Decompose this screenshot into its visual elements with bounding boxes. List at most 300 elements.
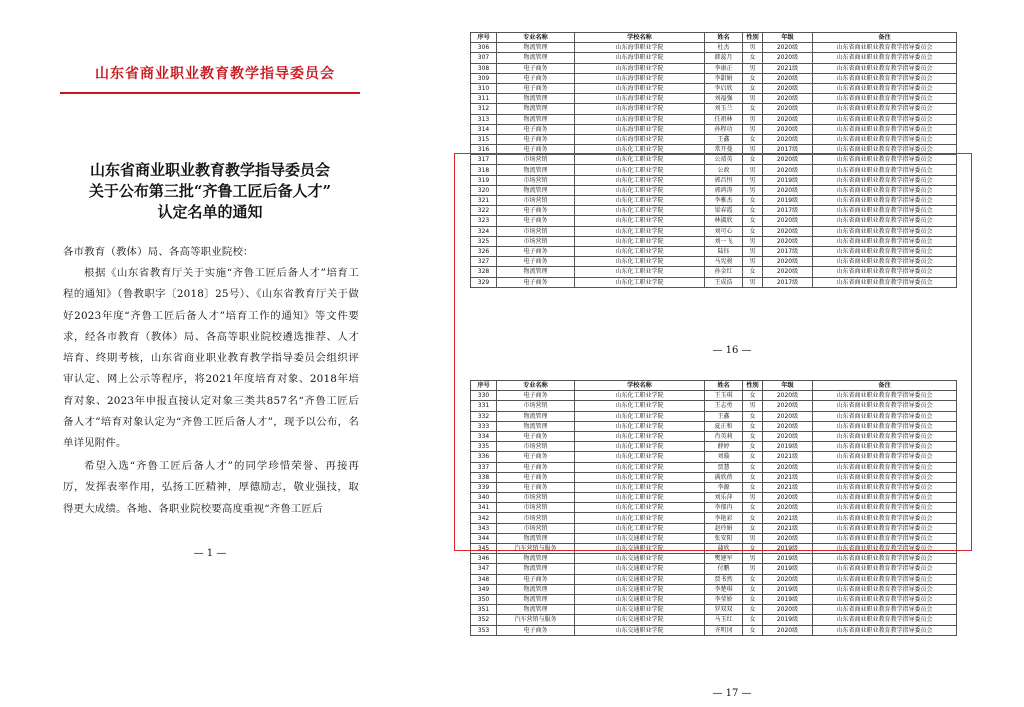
cell-school: 山东化工职业学院 — [575, 421, 705, 431]
col-header-gender: 性别 — [743, 33, 763, 43]
table-row — [471, 277, 957, 287]
cell-major: 电子商务 — [497, 574, 575, 584]
table-row — [471, 523, 957, 533]
cell-name: 公靖英 — [705, 155, 743, 165]
cell-grade: 2021级 — [763, 513, 813, 523]
cell-school: 山东海事职业学院 — [575, 73, 705, 83]
cell-name: 赵玲娟 — [705, 523, 743, 533]
cell-name: 王成浩 — [705, 277, 743, 287]
cell-major: 汽车营销与服务 — [497, 544, 575, 554]
cell-grade: 2020级 — [763, 185, 813, 195]
cell-gender: 女 — [743, 605, 763, 615]
cell-remark: 山东省商业职业教育教学指导委员会 — [813, 43, 957, 53]
cell-name: 李启欣 — [705, 83, 743, 93]
col-header-major: 专业名称 — [497, 381, 575, 391]
cell-school: 山东海事职业学院 — [575, 63, 705, 73]
cell-gender: 女 — [743, 452, 763, 462]
cell-gender: 男 — [743, 43, 763, 53]
cell-no: 326 — [471, 246, 497, 256]
cell-school: 山东化工职业学院 — [575, 462, 705, 472]
cell-name: 齐明冈 — [705, 625, 743, 635]
cell-name: 陆钰 — [705, 246, 743, 256]
cell-name: 刘玉兰 — [705, 104, 743, 114]
cell-grade: 2020级 — [763, 114, 813, 124]
table-header-row — [471, 33, 957, 43]
cell-gender: 女 — [743, 155, 763, 165]
cell-major: 电子商务 — [497, 216, 575, 226]
cell-grade: 2020级 — [763, 236, 813, 246]
cell-remark: 山东省商业职业教育教学指导委员会 — [813, 83, 957, 93]
cell-major: 物流管理 — [497, 53, 575, 63]
cell-school: 山东海事职业学院 — [575, 94, 705, 104]
cell-school: 山东化工职业学院 — [575, 411, 705, 421]
cell-no: 339 — [471, 482, 497, 492]
cell-gender: 男 — [743, 63, 763, 73]
cell-no: 351 — [471, 605, 497, 615]
cell-school: 山东交通职业学院 — [575, 544, 705, 554]
cell-school: 山东交通职业学院 — [575, 564, 705, 574]
cell-school: 山东海事职业学院 — [575, 104, 705, 114]
table-row — [471, 175, 957, 185]
cell-major: 电子商务 — [497, 625, 575, 635]
table-row — [471, 236, 957, 246]
cell-remark: 山东省商业职业教育教学指导委员会 — [813, 175, 957, 185]
table-row — [471, 53, 957, 63]
title-line-3: 认定名单的通知 — [157, 203, 263, 221]
cell-gender: 男 — [743, 554, 763, 564]
cell-major: 市场营销 — [497, 401, 575, 411]
cell-school: 山东交通职业学院 — [575, 594, 705, 604]
cell-remark: 山东省商业职业教育教学指导委员会 — [813, 411, 957, 421]
cell-school: 山东化工职业学院 — [575, 267, 705, 277]
cell-gender: 女 — [743, 134, 763, 144]
cell-gender: 女 — [743, 523, 763, 533]
cell-remark: 山东省商业职业教育教学指导委员会 — [813, 431, 957, 441]
table-row — [471, 114, 957, 124]
cell-no: 317 — [471, 155, 497, 165]
table-row — [471, 196, 957, 206]
cell-grade: 2020级 — [763, 411, 813, 421]
cell-grade: 2020级 — [763, 503, 813, 513]
cell-remark: 山东省商业职业教育教学指导委员会 — [813, 493, 957, 503]
table-row — [471, 584, 957, 594]
cell-name: 付鹏 — [705, 564, 743, 574]
table-row — [471, 462, 957, 472]
cell-no: 322 — [471, 206, 497, 216]
cell-remark: 山东省商业职业教育教学指导委员会 — [813, 391, 957, 401]
cell-name: 李艳彩 — [705, 513, 743, 523]
cell-grade: 2019级 — [763, 544, 813, 554]
cell-school: 山东化工职业学院 — [575, 452, 705, 462]
table-row — [471, 625, 957, 635]
cell-school: 山东化工职业学院 — [575, 175, 705, 185]
cell-name: 郭昌恒 — [705, 175, 743, 185]
cell-no: 307 — [471, 53, 497, 63]
cell-no: 328 — [471, 267, 497, 277]
cell-grade: 2020级 — [763, 605, 813, 615]
cell-major: 市场营销 — [497, 226, 575, 236]
cell-remark: 山东省商业职业教育教学指导委员会 — [813, 472, 957, 482]
page-number-16: — 16 — — [712, 345, 752, 356]
cell-gender: 女 — [743, 267, 763, 277]
col-header-remark: 备注 — [813, 381, 957, 391]
cell-remark: 山东省商业职业教育教学指导委员会 — [813, 277, 957, 287]
cell-name: 郭鸿涛 — [705, 185, 743, 195]
table-row — [471, 206, 957, 216]
cell-remark: 山东省商业职业教育教学指导委员会 — [813, 452, 957, 462]
cell-name: 满欣蓓 — [705, 472, 743, 482]
cell-remark: 山东省商业职业教育教学指导委员会 — [813, 421, 957, 431]
cell-school: 山东化工职业学院 — [575, 391, 705, 401]
cell-remark: 山东省商业职业教育教学指导委员会 — [813, 513, 957, 523]
cell-grade: 2019级 — [763, 615, 813, 625]
cell-remark: 山东省商业职业教育教学指导委员会 — [813, 246, 957, 256]
cell-major: 物流管理 — [497, 564, 575, 574]
cell-name: 张安阳 — [705, 533, 743, 543]
cell-no: 337 — [471, 462, 497, 472]
cell-name: 李莹娇 — [705, 594, 743, 604]
cell-grade: 2020级 — [763, 124, 813, 134]
salutation: 各市教育（教体）局、各高等职业院校： — [63, 246, 254, 258]
table-header-row — [471, 381, 957, 391]
cell-no: 334 — [471, 431, 497, 441]
cell-grade: 2020级 — [763, 401, 813, 411]
col-header-school: 学校名称 — [575, 33, 705, 43]
cell-no: 323 — [471, 216, 497, 226]
cell-grade: 2020级 — [763, 431, 813, 441]
cell-grade: 2020级 — [763, 83, 813, 93]
cell-major: 电子商务 — [497, 246, 575, 256]
cell-major: 市场营销 — [497, 175, 575, 185]
cell-gender: 男 — [743, 145, 763, 155]
cell-name: 蒲欣 — [705, 544, 743, 554]
cell-gender: 女 — [743, 503, 763, 513]
cell-gender: 女 — [743, 544, 763, 554]
cell-no: 321 — [471, 196, 497, 206]
cell-remark: 山东省商业职业教育教学指导委员会 — [813, 206, 957, 216]
cell-school: 山东交通职业学院 — [575, 574, 705, 584]
cell-grade: 2020级 — [763, 257, 813, 267]
cell-no: 345 — [471, 544, 497, 554]
cell-gender: 男 — [743, 236, 763, 246]
cell-remark: 山东省商业职业教育教学指导委员会 — [813, 196, 957, 206]
cell-school: 山东海事职业学院 — [575, 43, 705, 53]
cell-school: 山东化工职业学院 — [575, 503, 705, 513]
cell-gender: 男 — [743, 533, 763, 543]
roster-table-page-17 — [470, 380, 957, 636]
cell-gender: 女 — [743, 442, 763, 452]
cell-school: 山东化工职业学院 — [575, 277, 705, 287]
cell-gender: 女 — [743, 83, 763, 93]
cell-grade: 2020级 — [763, 43, 813, 53]
cell-major: 电子商务 — [497, 472, 575, 482]
cell-remark: 山东省商业职业教育教学指导委员会 — [813, 165, 957, 175]
cell-remark: 山东省商业职业教育教学指导委员会 — [813, 503, 957, 513]
cell-major: 电子商务 — [497, 63, 575, 73]
roster-table-page-16 — [470, 32, 957, 288]
cell-no: 313 — [471, 114, 497, 124]
cell-school: 山东化工职业学院 — [575, 493, 705, 503]
cell-grade: 2020级 — [763, 462, 813, 472]
cell-school: 山东化工职业学院 — [575, 257, 705, 267]
cell-no: 308 — [471, 63, 497, 73]
cell-no: 324 — [471, 226, 497, 236]
cell-grade: 2021级 — [763, 482, 813, 492]
table-row — [471, 391, 957, 401]
cell-grade: 2021级 — [763, 452, 813, 462]
cell-gender: 女 — [743, 196, 763, 206]
cell-grade: 2020级 — [763, 73, 813, 83]
cell-remark: 山东省商业职业教育教学指导委员会 — [813, 523, 957, 533]
col-header-gender: 性别 — [743, 381, 763, 391]
table-row — [471, 605, 957, 615]
cell-major: 电子商务 — [497, 145, 575, 155]
cell-remark: 山东省商业职业教育教学指导委员会 — [813, 533, 957, 543]
cell-school: 山东化工职业学院 — [575, 442, 705, 452]
page-number-17: — 17 — — [712, 688, 752, 699]
cell-major: 电子商务 — [497, 83, 575, 93]
table-row — [471, 43, 957, 53]
cell-no: 306 — [471, 43, 497, 53]
cell-name: 李楚琪 — [705, 584, 743, 594]
cell-no: 329 — [471, 277, 497, 287]
cell-gender: 男 — [743, 94, 763, 104]
cell-school: 山东交通职业学院 — [575, 554, 705, 564]
cell-no: 327 — [471, 257, 497, 267]
cell-school: 山东化工职业学院 — [575, 196, 705, 206]
cell-no: 336 — [471, 452, 497, 462]
cell-remark: 山东省商业职业教育教学指导委员会 — [813, 594, 957, 604]
cell-name: 薛婷 — [705, 442, 743, 452]
cell-name: 王志勇 — [705, 401, 743, 411]
cell-grade: 2017级 — [763, 145, 813, 155]
table-row — [471, 226, 957, 236]
cell-major: 电子商务 — [497, 452, 575, 462]
cell-no: 316 — [471, 145, 497, 155]
table-row — [471, 544, 957, 554]
cell-school: 山东海事职业学院 — [575, 83, 705, 93]
cell-gender: 男 — [743, 277, 763, 287]
cell-name: 孙金红 — [705, 267, 743, 277]
cell-school: 山东化工职业学院 — [575, 246, 705, 256]
cell-school: 山东化工职业学院 — [575, 145, 705, 155]
cell-no: 349 — [471, 584, 497, 594]
cell-remark: 山东省商业职业教育教学指导委员会 — [813, 63, 957, 73]
cell-gender: 女 — [743, 594, 763, 604]
cell-name: 刘乐萍 — [705, 493, 743, 503]
cell-remark: 山东省商业职业教育教学指导委员会 — [813, 564, 957, 574]
cell-gender: 男 — [743, 493, 763, 503]
cell-no: 353 — [471, 625, 497, 635]
table-row — [471, 257, 957, 267]
cell-no: 341 — [471, 503, 497, 513]
cell-name: 马玉红 — [705, 615, 743, 625]
cell-name: 李雅杰 — [705, 196, 743, 206]
cell-grade: 2019级 — [763, 564, 813, 574]
table-row — [471, 574, 957, 584]
cell-no: 310 — [471, 83, 497, 93]
cell-major: 电子商务 — [497, 73, 575, 83]
table-row — [471, 267, 957, 277]
cell-remark: 山东省商业职业教育教学指导委员会 — [813, 185, 957, 195]
cell-grade: 2019级 — [763, 594, 813, 604]
cell-major: 物流管理 — [497, 584, 575, 594]
org-header: 山东省商业职业教育教学指导委员会 — [95, 66, 335, 82]
table-row — [471, 615, 957, 625]
cell-remark: 山东省商业职业教育教学指导委员会 — [813, 134, 957, 144]
cell-school: 山东交通职业学院 — [575, 615, 705, 625]
cell-major: 电子商务 — [497, 257, 575, 267]
cell-remark: 山东省商业职业教育教学指导委员会 — [813, 584, 957, 594]
org-header-rule — [60, 92, 360, 94]
table-row — [471, 452, 957, 462]
cell-no: 320 — [471, 185, 497, 195]
cell-name: 夏正和 — [705, 421, 743, 431]
cell-name: 孙程功 — [705, 124, 743, 134]
cell-grade: 2020级 — [763, 226, 813, 236]
cell-school: 山东化工职业学院 — [575, 431, 705, 441]
cell-name: 刘璇 — [705, 452, 743, 462]
cell-major: 市场营销 — [497, 196, 575, 206]
cell-major: 市场营销 — [497, 442, 575, 452]
cell-name: 贾书然 — [705, 574, 743, 584]
cell-remark: 山东省商业职业教育教学指导委员会 — [813, 236, 957, 246]
cell-school: 山东化工职业学院 — [575, 185, 705, 195]
cell-gender: 女 — [743, 462, 763, 472]
cell-gender: 女 — [743, 104, 763, 114]
cell-grade: 2020级 — [763, 493, 813, 503]
cell-no: 342 — [471, 513, 497, 523]
table-row — [471, 185, 957, 195]
cell-name: 樊建军 — [705, 554, 743, 564]
cell-gender: 男 — [743, 564, 763, 574]
col-header-no: 序号 — [471, 381, 497, 391]
cell-no: 314 — [471, 124, 497, 134]
cell-no: 332 — [471, 411, 497, 421]
table-row — [471, 554, 957, 564]
cell-grade: 2019级 — [763, 442, 813, 452]
cell-major: 电子商务 — [497, 124, 575, 134]
cell-gender: 女 — [743, 513, 763, 523]
cell-remark: 山东省商业职业教育教学指导委员会 — [813, 73, 957, 83]
cell-gender: 男 — [743, 246, 763, 256]
cell-remark: 山东省商业职业教育教学指导委员会 — [813, 401, 957, 411]
cell-school: 山东化工职业学院 — [575, 513, 705, 523]
cell-major: 物流管理 — [497, 533, 575, 543]
cell-remark: 山东省商业职业教育教学指导委员会 — [813, 53, 957, 63]
cell-grade: 2017级 — [763, 206, 813, 216]
cell-school: 山东化工职业学院 — [575, 482, 705, 492]
table-row — [471, 165, 957, 175]
cell-remark: 山东省商业职业教育教学指导委员会 — [813, 605, 957, 615]
cell-no: 346 — [471, 554, 497, 564]
cell-gender: 男 — [743, 165, 763, 175]
cell-remark: 山东省商业职业教育教学指导委员会 — [813, 216, 957, 226]
cell-gender: 男 — [743, 124, 763, 134]
cell-school: 山东化工职业学院 — [575, 523, 705, 533]
cell-major: 市场营销 — [497, 503, 575, 513]
cell-no: 309 — [471, 73, 497, 83]
cell-major: 物流管理 — [497, 605, 575, 615]
cell-remark: 山东省商业职业教育教学指导委员会 — [813, 257, 957, 267]
cell-major: 物流管理 — [497, 267, 575, 277]
cell-remark: 山东省商业职业教育教学指导委员会 — [813, 145, 957, 155]
cell-grade: 2020级 — [763, 267, 813, 277]
cell-major: 物流管理 — [497, 104, 575, 114]
cell-remark: 山东省商业职业教育教学指导委员会 — [813, 625, 957, 635]
table-row — [471, 216, 957, 226]
col-header-school: 学校名称 — [575, 381, 705, 391]
cell-remark: 山东省商业职业教育教学指导委员会 — [813, 104, 957, 114]
col-header-name: 姓名 — [705, 381, 743, 391]
cell-remark: 山东省商业职业教育教学指导委员会 — [813, 155, 957, 165]
cell-no: 350 — [471, 594, 497, 604]
cell-grade: 2021级 — [763, 63, 813, 73]
cell-grade: 2021级 — [763, 523, 813, 533]
table-row — [471, 124, 957, 134]
cell-remark: 山东省商业职业教育教学指导委员会 — [813, 267, 957, 277]
cell-gender: 女 — [743, 615, 763, 625]
cell-school: 山东化工职业学院 — [575, 206, 705, 216]
cell-name: 公政 — [705, 165, 743, 175]
cell-gender: 女 — [743, 584, 763, 594]
cell-major: 物流管理 — [497, 114, 575, 124]
cell-school: 山东化工职业学院 — [575, 165, 705, 175]
table-row — [471, 63, 957, 73]
cell-school: 山东交通职业学院 — [575, 625, 705, 635]
cell-gender: 女 — [743, 226, 763, 236]
cell-name: 李甜娟 — [705, 73, 743, 83]
cell-no: 311 — [471, 94, 497, 104]
cell-remark: 山东省商业职业教育教学指导委员会 — [813, 124, 957, 134]
paragraph-2: 希望入选“齐鲁工匠后备人才”的同学珍惜荣誉、再接再厉，发挥表率作用，弘扬工匠精神，厚德励志，敬业强技，取得更大成绩。各地、各职业院校要高度重视“齐鲁工匠后 — [63, 460, 359, 515]
cell-no: 312 — [471, 104, 497, 114]
table-row — [471, 442, 957, 452]
col-header-grade: 年级 — [763, 381, 813, 391]
cell-no: 352 — [471, 615, 497, 625]
cell-name: 罗双双 — [705, 605, 743, 615]
cell-major: 汽车营销与服务 — [497, 615, 575, 625]
cell-gender: 男 — [743, 257, 763, 267]
cell-school: 山东交通职业学院 — [575, 584, 705, 594]
cell-remark: 山东省商业职业教育教学指导委员会 — [813, 226, 957, 236]
table-row — [471, 482, 957, 492]
cell-gender: 男 — [743, 175, 763, 185]
cell-gender: 女 — [743, 431, 763, 441]
cell-name: 王鑫 — [705, 411, 743, 421]
cell-major: 物流管理 — [497, 554, 575, 564]
cell-no: 331 — [471, 401, 497, 411]
cell-school: 山东化工职业学院 — [575, 472, 705, 482]
cell-major: 电子商务 — [497, 431, 575, 441]
cell-name: 王鑫 — [705, 134, 743, 144]
cell-no: 319 — [471, 175, 497, 185]
cell-gender: 男 — [743, 401, 763, 411]
cell-major: 市场营销 — [497, 513, 575, 523]
cell-school: 山东化工职业学院 — [575, 216, 705, 226]
cell-school: 山东化工职业学院 — [575, 155, 705, 165]
cell-remark: 山东省商业职业教育教学指导委员会 — [813, 462, 957, 472]
table-row — [471, 155, 957, 165]
cell-gender: 女 — [743, 411, 763, 421]
cell-grade: 2020级 — [763, 216, 813, 226]
cell-name: 杜杰 — [705, 43, 743, 53]
cell-major: 电子商务 — [497, 462, 575, 472]
cell-name: 韩蕊月 — [705, 53, 743, 63]
cell-major: 电子商务 — [497, 482, 575, 492]
cell-major: 电子商务 — [497, 277, 575, 287]
cell-no: 347 — [471, 564, 497, 574]
